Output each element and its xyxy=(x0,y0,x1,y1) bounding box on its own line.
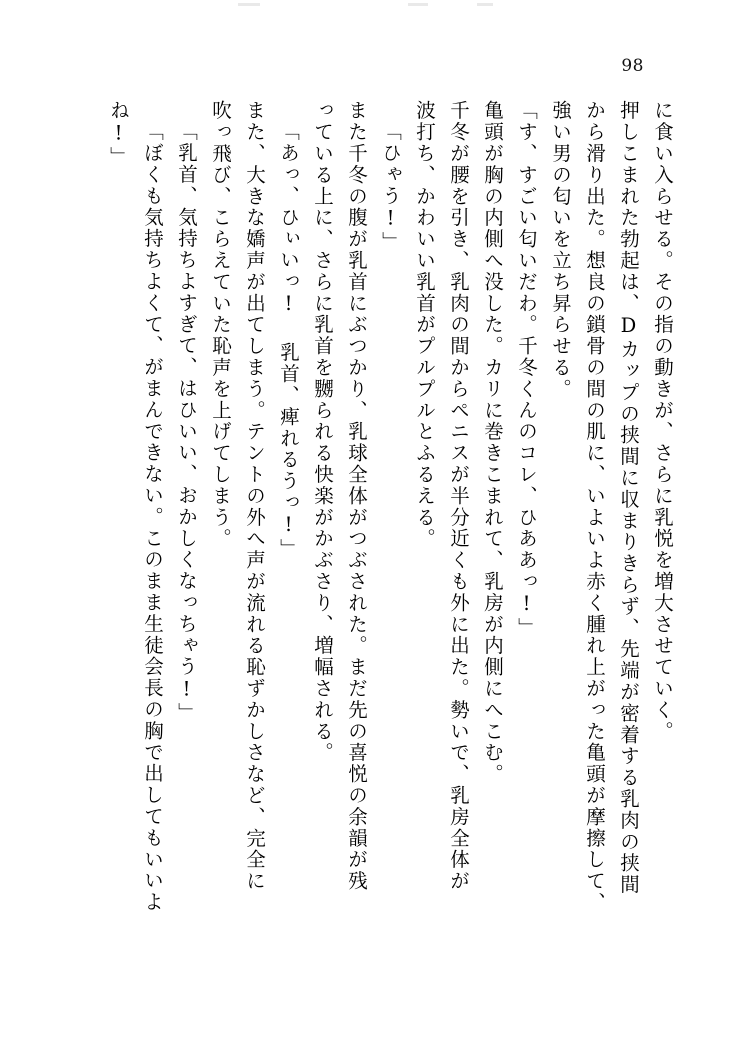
text-line: 「ぼくも気持ちよくて、がまんできない。このまま生徒会長の胸で出してもいいよ xyxy=(141,121,164,913)
body-text xyxy=(62,100,672,977)
text-line: 千冬が腰を引き、乳肉の間からペニスが半分近くも外に出た。勢いで、乳房全体が xyxy=(447,100,470,892)
text-line: 亀頭が胸の内側へ没した。カリに巻きこまれて、乳房が内側にへこむ。 xyxy=(481,100,504,785)
text-line: から滑り出た。想良の鎖骨の間の肌に、いよいよ赤く腫れ上がった亀頭が摩擦して、 xyxy=(583,100,606,914)
page-number: 98 xyxy=(621,56,644,76)
text-line: また千冬の腹が乳首にぶつかり、乳球全体がつぶされた。まだ先の喜悦の余韻が残 xyxy=(345,100,368,892)
scan-artifact xyxy=(477,3,493,6)
scan-artifact xyxy=(408,3,428,6)
text-line: っている上に、さらに乳首を嬲られる快楽がかぶさり、増幅される。 xyxy=(311,100,334,764)
text-line: に食い入らせる。その指の動きが、さらに乳悦を増大させていく。 xyxy=(651,100,674,742)
text-line: ね!」 xyxy=(107,100,130,168)
text-line: 「あっ、ひぃいっ! 乳首、痺れるうっ!」 xyxy=(277,121,300,560)
text-line: 波打ち、かわいい乳首がプルプルとふるえる。 xyxy=(413,100,436,550)
text-line: 押しこまれた勃起は、Dカップの挟間に収まりきらず、先端が密着する乳肉の挟間 xyxy=(617,100,640,896)
scan-artifact xyxy=(238,3,260,6)
text-line: また、大きな嬌声が出てしまう。テントの外へ声が流れる恥ずかしさなど、完全に xyxy=(243,100,266,892)
text-line: 強い男の匂いを立ち昇らせる。 xyxy=(549,100,572,400)
text-line: 吹っ飛び、こらえていた恥声を上げてしまう。 xyxy=(209,100,232,550)
text-line: 「ひゃう!」 xyxy=(379,121,402,253)
text-line: 「乳首、気持ちよすぎて、はひいい、おかしくなっちゃう!」 xyxy=(175,121,198,724)
text-line: 「す、すごい匂いだわ。千冬くんのコレ、ひああっ!」 xyxy=(515,100,538,639)
